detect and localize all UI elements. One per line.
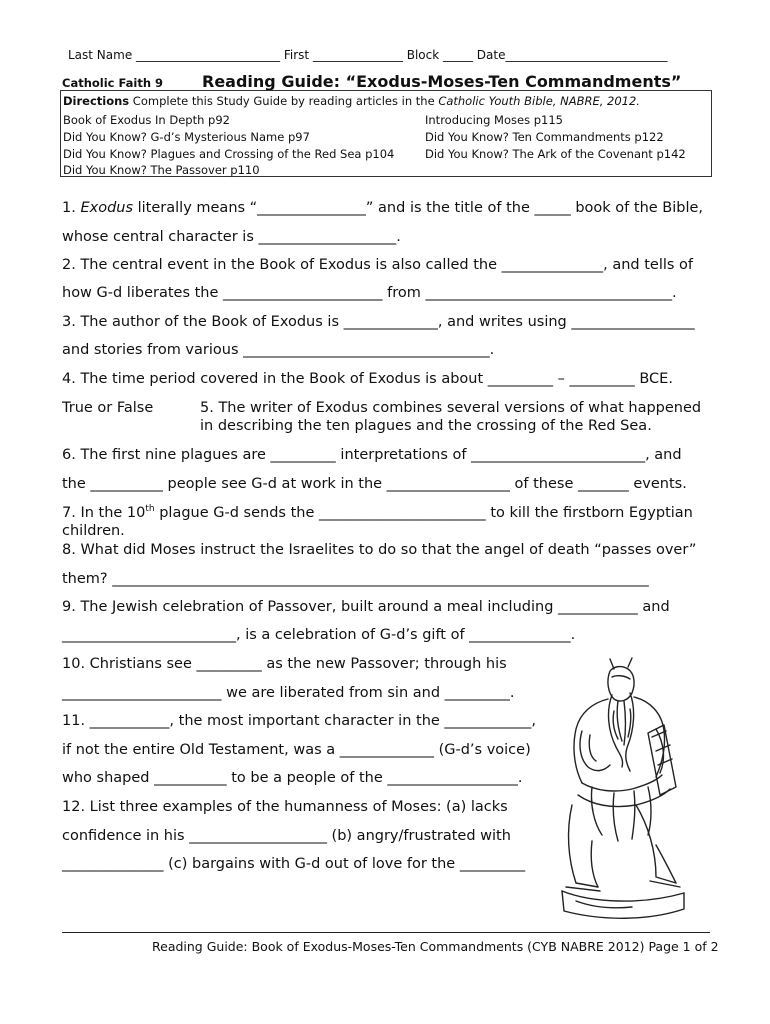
question-4: 4. The time period covered in the Book of Exodus is about _________ – _________ BCE. (62, 371, 673, 387)
course-name: Catholic Faith 9 (62, 76, 164, 90)
question-11-line-2: if not the entire Old Testament, was a _____________ (G-d’s voice) (62, 742, 531, 758)
exodus-word: Exodus (80, 200, 134, 216)
question-7-line-1: 7. In the 10th plague G-d sends the _______________________ to kill the firstborn Egyptian (62, 504, 693, 521)
question-2-line-2: how G-d liberates the ______________________ from __________________________________. (62, 285, 677, 301)
question-10-line-1: 10. Christians see _________ as the new Passover; through his (62, 656, 507, 672)
reading-item: Did You Know? Plagues and Crossing of the Red Sea p104 (63, 147, 395, 161)
question-5-line-2: in describing the ten plagues and the crossing of the Red Sea. (200, 418, 652, 434)
page-footer: Reading Guide: Book of Exodus-Moses-Ten Commandments (CYB NABRE 2012) Page 1 of 2 (152, 939, 719, 954)
directions-label: Directions (63, 94, 130, 108)
page-title: Reading Guide: “Exodus-Moses-Ten Commandments” (202, 72, 682, 91)
question-11-line-3: who shaped __________ to be a people of the __________________. (62, 770, 523, 786)
question-2-line-1: 2. The central event in the Book of Exodus is also called the ______________, and tells of (62, 257, 694, 273)
true-false-label: True or False (62, 400, 154, 416)
reading-item: Book of Exodus In Depth p92 (63, 113, 230, 127)
question-8-line-1: 8. What did Moses instruct the Israelites to do so that the angel of death “passes over” (62, 542, 697, 558)
footer-divider (62, 932, 710, 933)
directions-text: Complete this Study Guide by reading articles in the (129, 94, 439, 108)
student-info-fields: Last Name ________________________ First _______________ Block _____ Date___________________________ (68, 48, 668, 62)
question-8-line-2: them? __________________________________________________________________________ (62, 571, 649, 587)
reading-item: Introducing Moses p115 (425, 113, 563, 127)
question-11-line-1: 11. ___________, the most important character in the ____________, (62, 713, 537, 729)
reading-item: Did You Know? The Passover p110 (63, 163, 260, 177)
question-5-line-1: 5. The writer of Exodus combines several versions of what happened (200, 400, 702, 416)
question-12-line-2: confidence in his ___________________ (b) angry/frustrated with (62, 828, 511, 844)
question-10-line-2: ______________________ we are liberated from sin and _________. (62, 685, 515, 701)
question-12-line-3: ______________ (c) bargains with G-d out of love for the _________ (62, 856, 526, 872)
question-7-line-2: children. (62, 523, 125, 539)
question-6-line-2: the __________ people see G-d at work in the _________________ of these _______ events. (62, 476, 687, 492)
directions-source: Catholic Youth Bible, NABRE, 2012. (438, 94, 640, 108)
question-3-line-1: 3. The author of the Book of Exodus is _____________, and writes using _________________ (62, 314, 695, 330)
question-3-line-2: and stories from various __________________________________. (62, 342, 495, 358)
reading-item: Did You Know? G-d’s Mysterious Name p97 (63, 130, 310, 144)
moses-statue-illustration (552, 655, 692, 925)
question-9-line-2: ________________________, is a celebration of G-d’s gift of ______________. (62, 627, 576, 643)
question-1-line-2: whose central character is ___________________. (62, 229, 401, 245)
reading-item: Did You Know? Ten Commandments p122 (425, 130, 664, 144)
reading-item: Did You Know? The Ark of the Covenant p142 (425, 147, 686, 161)
question-9-line-1: 9. The Jewish celebration of Passover, built around a meal including ___________ and (62, 599, 670, 615)
question-1-line-1: 1. Exodus literally means “_______________” and is the title of the _____ book of the Bible, (62, 200, 704, 216)
directions-line (63, 94, 640, 108)
question-12-line-1: 12. List three examples of the humanness of Moses: (a) lacks (62, 799, 508, 815)
question-6-line-1: 6. The first nine plagues are _________ interpretations of ________________________, and (62, 447, 682, 463)
